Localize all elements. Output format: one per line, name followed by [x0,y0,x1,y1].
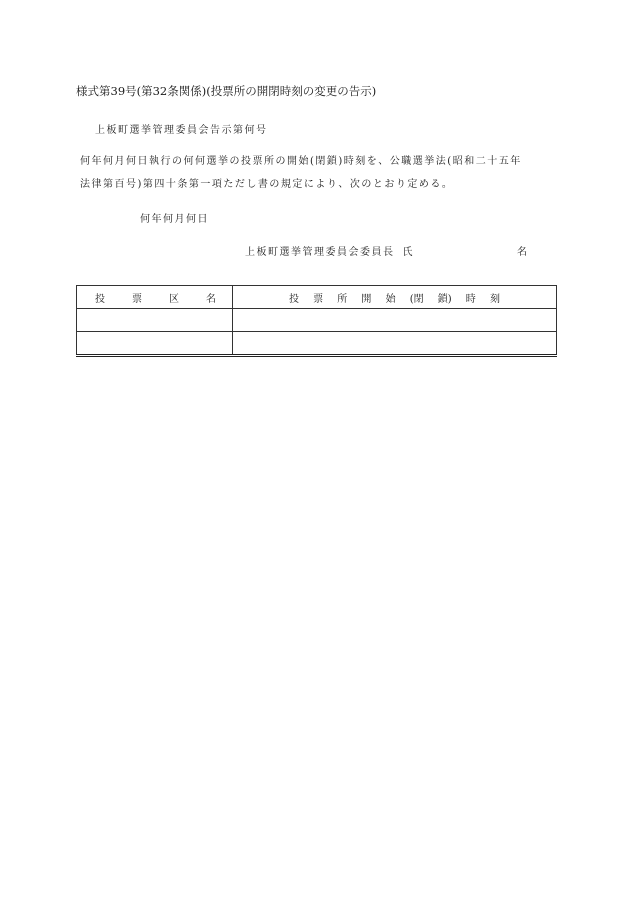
notice-number: 上板町選挙管理委員会告示第何号 [95,125,268,136]
table-cell [233,332,557,356]
header-char: 名 [206,293,216,305]
header-char: 開 [361,293,372,305]
signatory-mei: 名 [517,247,527,258]
table-cell [77,332,233,356]
header-char: 投 [289,293,299,305]
form-title: 様式第39号(第32条関係)(投票所の開閉時刻の変更の告示) [76,84,377,98]
header-char: 刻 [489,293,500,305]
header-char: 票 [132,293,142,305]
table-row [77,309,557,332]
header-char: 区 [169,293,179,305]
header-char: 時 [465,293,476,305]
notice-body-line-2: 法律第百号)第四十条第一項ただし書の規定により、次のとおり定める。 [80,179,454,190]
notice-date: 何年何月何日 [140,214,209,225]
signatory-title: 上板町選挙管理委員会委員長 [245,247,395,258]
header-char: 投 [95,293,105,305]
notice-body-line-1: 何年何月何日執行の何何選挙の投票所の開始(閉鎖)時刻を、公職選挙法(昭和二十五年 [80,156,522,167]
header-char: 所 [337,293,348,305]
header-cell-district [77,286,233,309]
table-header-row [77,286,557,309]
header-char: 票 [313,293,324,305]
polling-table [76,285,557,357]
signatory-shi: 氏 [402,247,414,258]
table-cell [233,309,557,332]
header-char: 始 [385,293,396,305]
table-row [77,332,557,356]
header-char: (閉 [409,293,424,305]
header-cell-time [233,286,557,309]
table-cell [77,309,233,332]
signatory-line [245,247,414,259]
header-char: 鎖) [437,293,452,305]
